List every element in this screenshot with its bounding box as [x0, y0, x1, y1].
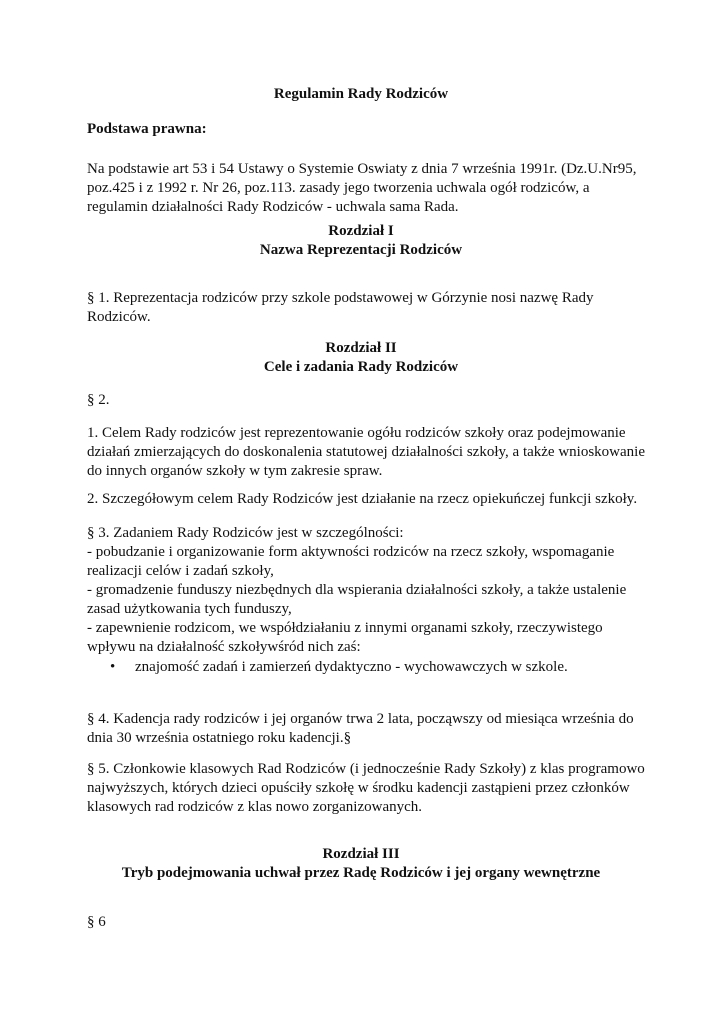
- paragraph-5: [87, 760, 647, 817]
- text-line: klasowych rad rodziców z klas nowo zorganizowanych.: [87, 799, 423, 815]
- text-line: poz.425 i z 1992 r. Nr 26, poz.113. zasady jego tworzenia uchwala ogół rodziców, a: [87, 180, 590, 196]
- chapter-number: Rozdział II: [325, 340, 397, 356]
- text-line: 1. Celem Rady rodziców jest reprezentowanie ogółu rodziców szkoły oraz podejmowanie: [87, 425, 626, 441]
- text-line: do innych organów szkoły w tym zakresie spraw.: [87, 463, 383, 479]
- paragraph-4: [87, 710, 647, 748]
- paragraph-6-heading: § 6: [87, 914, 106, 930]
- text-line: Na podstawie art 53 i 54 Ustawy o Systemie Oswiaty z dnia 7 września 1991r. (Dz.U.Nr95,: [87, 161, 637, 177]
- paragraph-1: [87, 289, 647, 327]
- legal-basis-heading: Podstawa prawna:: [87, 121, 207, 137]
- chapter-title: Tryb podejmowania uchwał przez Radę Rodziców i jej organy wewnętrzne: [121, 865, 601, 881]
- text-line: regulamin działalności Rady Rodziców - uchwala sama Rada.: [87, 199, 459, 215]
- chapter-2-heading: [87, 339, 635, 377]
- text-line: dnia 30 września ostatniego roku kadencji.§: [87, 730, 352, 746]
- paragraph-3: [87, 524, 647, 657]
- text-line: § 3. Zadaniem Rady Rodziców jest w szczególności:: [87, 525, 404, 541]
- chapter-title: Cele i zadania Rady Rodziców: [263, 359, 459, 375]
- text-line: § 4. Kadencja rady rodziców i jej organów trwa 2 lata, począwszy od miesiąca września do: [87, 711, 634, 727]
- bullet-icon: •: [110, 659, 116, 675]
- text-line: § 1. Reprezentacja rodziców przy szkole podstawowej w Górzynie nosi nazwę Rady: [87, 290, 594, 306]
- text-line: - pobudzanie i organizowanie form aktywności rodziców na rzecz szkoły, wspomaganie: [87, 544, 615, 560]
- bullet-item: [110, 658, 640, 677]
- chapter-title: Nazwa Reprezentacji Rodziców: [259, 242, 463, 258]
- paragraph-2-heading: § 2.: [87, 392, 110, 408]
- text-line: wpływu na działalność szkoływśród nich zaś:: [87, 639, 361, 655]
- text-line: § 5. Członkowie klasowych Rad Rodziców (i jednocześnie Rady Szkoły) z klas programowo: [87, 761, 645, 777]
- chapter-number: Rozdział I: [328, 223, 394, 239]
- text-line: zasad użytkowania tych funduszy,: [87, 601, 292, 617]
- text-line: - zapewnienie rodzicom, we współdziałaniu z innymi organami szkoły, rzeczywistego: [87, 620, 603, 636]
- chapter-number: Rozdział III: [322, 846, 400, 862]
- text-line: Rodziców.: [87, 309, 151, 325]
- text-line: najwyższych, których dzieci opuściły szkołę w środku kadencji zastąpieni przez członków: [87, 780, 630, 796]
- chapter-3-heading: [87, 845, 635, 883]
- document-title: Regulamin Rady Rodziców: [273, 86, 449, 102]
- chapter-1-heading: [87, 222, 635, 260]
- paragraph-2-point-2: 2. Szczegółowym celem Rady Rodziców jest działanie na rzecz opiekuńczej funkcji szkoły.: [87, 491, 638, 507]
- text-line: działań zmierzających do doskonalenia statutowej działalności szkoły, a także wnioskowanie: [87, 444, 645, 460]
- legal-basis-text: [87, 160, 647, 217]
- text-line: realizacji celów i zadań szkoły,: [87, 563, 274, 579]
- text-line: - gromadzenie funduszy niezbędnych dla wspierania działalności szkoły, a także ustalenie: [87, 582, 627, 598]
- bullet-text: znajomość zadań i zamierzeń dydaktyczno - wychowawczych w szkole.: [135, 659, 568, 675]
- paragraph-2-point-1: [87, 424, 647, 481]
